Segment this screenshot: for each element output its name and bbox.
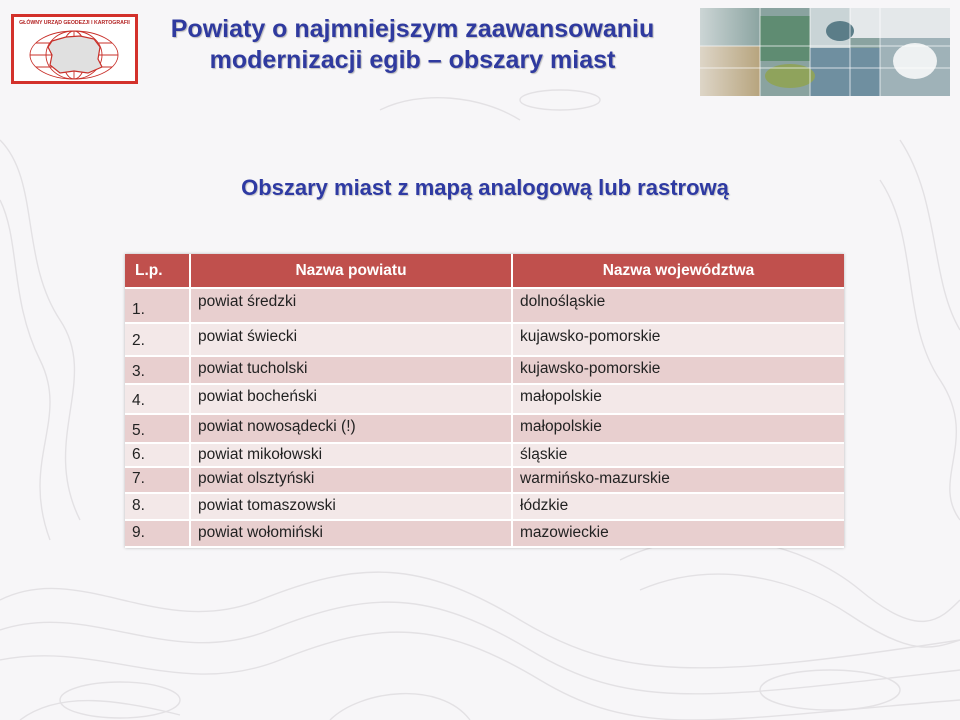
header-nazwa-powiatu: Nazwa powiatu	[191, 254, 513, 289]
cell-lp: 2.	[125, 324, 191, 357]
table-row	[125, 521, 844, 548]
cell-powiat: powiat świecki	[191, 324, 513, 357]
cell-lp: 7.	[125, 468, 191, 494]
logo-text: GŁÓWNY URZĄD GEODEZJI I KARTOGRAFII	[19, 20, 130, 26]
gugik-logo	[11, 14, 138, 84]
table-row	[125, 415, 844, 444]
cell-wojewodztwo: łódzkie	[513, 494, 844, 521]
cell-powiat: powiat nowosądecki (!)	[191, 415, 513, 444]
cell-lp: 8.	[125, 494, 191, 521]
title-line-1: Powiaty o najmniejszym zaawansowaniu	[170, 15, 655, 43]
table-caption: Obszary miast z mapą analogową lub rastrową	[241, 175, 729, 200]
cell-wojewodztwo: dolnośląskie	[513, 289, 844, 324]
table-row	[125, 385, 844, 415]
cell-wojewodztwo: małopolskie	[513, 415, 844, 444]
cell-wojewodztwo: warmińsko-mazurskie	[513, 468, 844, 494]
table-row	[125, 444, 844, 468]
powiaty-table	[125, 254, 844, 548]
cell-powiat: powiat mikołowski	[191, 444, 513, 468]
cell-wojewodztwo: śląskie	[513, 444, 844, 468]
page-title	[140, 14, 685, 76]
cell-wojewodztwo: kujawsko-pomorskie	[513, 324, 844, 357]
table-row	[125, 289, 844, 324]
cell-lp: 6.	[125, 444, 191, 468]
cell-lp: 1.	[125, 289, 191, 324]
cell-powiat: powiat tomaszowski	[191, 494, 513, 521]
cell-powiat: powiat wołomiński	[191, 521, 513, 548]
table-row	[125, 324, 844, 357]
cell-powiat: powiat olsztyński	[191, 468, 513, 494]
cell-powiat: powiat średzki	[191, 289, 513, 324]
table-row	[125, 494, 844, 521]
cell-lp: 5.	[125, 415, 191, 444]
table-header-row	[125, 254, 844, 289]
cell-wojewodztwo: mazowieckie	[513, 521, 844, 548]
cell-powiat: powiat bocheński	[191, 385, 513, 415]
satellite-imagery-banner	[660, 6, 950, 98]
cell-wojewodztwo: kujawsko-pomorskie	[513, 357, 844, 385]
header-lp: L.p.	[125, 254, 191, 289]
table-row	[125, 357, 844, 385]
header-nazwa-wojewodztwa: Nazwa województwa	[513, 254, 844, 289]
table-row	[125, 468, 844, 494]
cell-wojewodztwo: małopolskie	[513, 385, 844, 415]
title-line-2: modernizacji egib – obszary miast	[209, 46, 616, 74]
cell-lp: 3.	[125, 357, 191, 385]
cell-powiat: powiat tucholski	[191, 357, 513, 385]
poland-map-icon	[14, 27, 135, 81]
cell-lp: 9.	[125, 521, 191, 548]
cell-lp: 4.	[125, 385, 191, 415]
